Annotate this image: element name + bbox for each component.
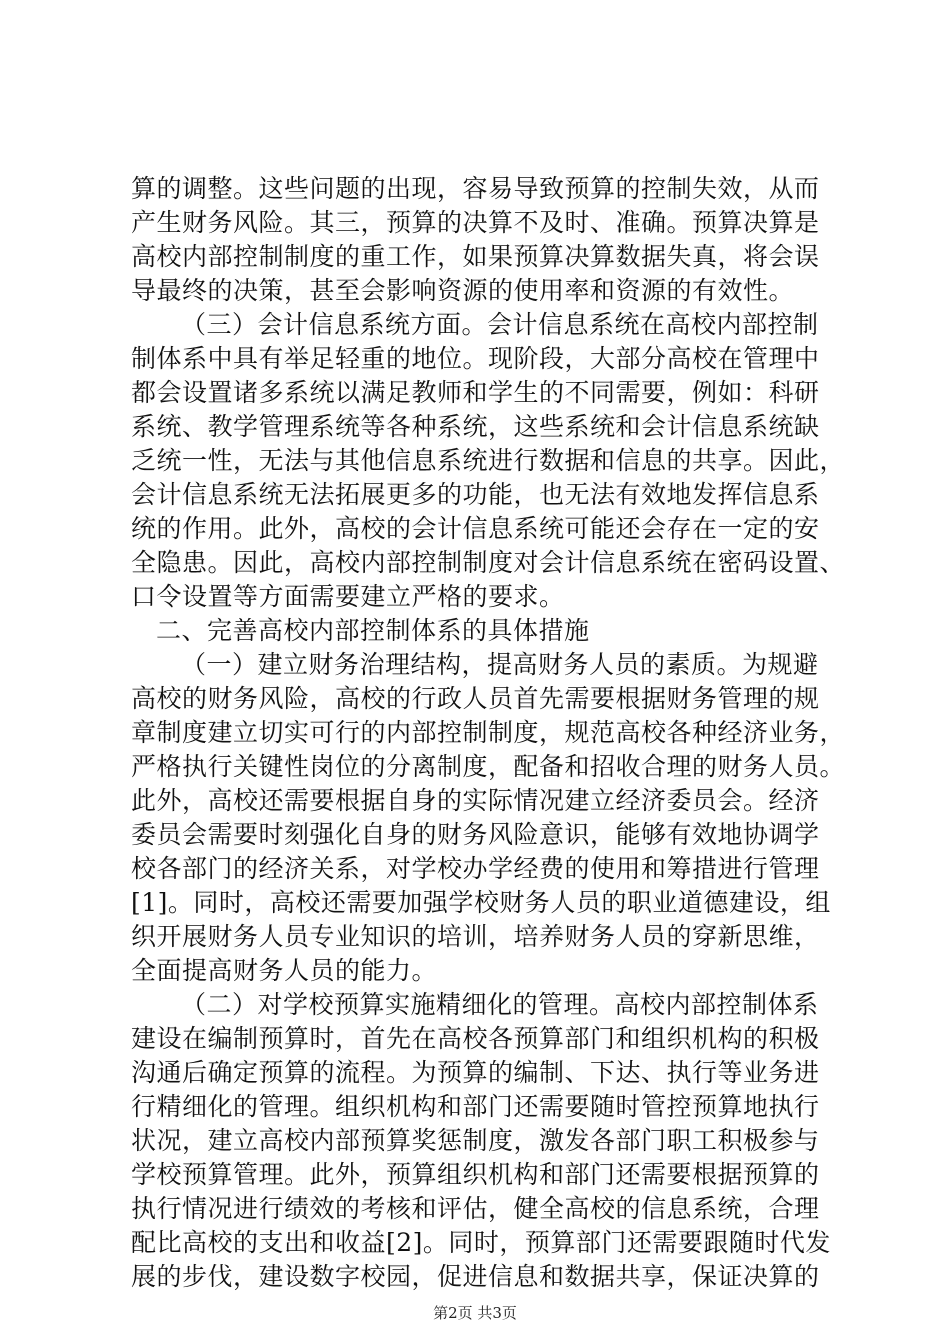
text-line: 建设在编制预算时，首先在高校各预算部门和组织机构的积极 (131, 1024, 820, 1053)
text-line: 会计信息系统无法拓展更多的功能，也无法有效地发挥信息系 (131, 480, 820, 509)
text-line: 此外，高校还需要根据自身的实际情况建立经济委员会。经济 (131, 786, 820, 815)
text-line: 都会设置诸多系统以满足教师和学生的不同需要，例如：科研 (131, 378, 820, 407)
text-line: 校各部门的经济关系，对学校办学经费的使用和筹措进行管理 (131, 854, 820, 883)
text-line: 状况，建立高校内部预算奖惩制度，激发各部门职工积极参与 (131, 1126, 820, 1155)
text-line: 乏统一性，无法与其他信息系统进行数据和信息的共享。因此， (131, 446, 846, 475)
text-line: 导最终的决策，甚至会影响资源的使用率和资源的有效性。 (131, 276, 795, 305)
text-line: 委员会需要时刻强化自身的财务风险意识，能够有效地协调学 (131, 820, 820, 849)
text-line: 口令设置等方面需要建立严格的要求。 (131, 582, 565, 611)
text-line: （二）对学校预算实施精细化的管理。高校内部控制体系 (181, 990, 819, 1019)
text-line: 严格执行关键性岗位的分离制度，配备和招收合理的财务人员。 (131, 752, 846, 781)
text-line: 高校内部控制制度的重工作，如果预算决算数据失真，将会误 (131, 242, 820, 271)
text-line: 行精细化的管理。组织机构和部门还需要随时管控预算地执行 (131, 1092, 820, 1121)
page-number-footer: 第2页 共3页 (433, 1304, 517, 1322)
text-line: 高校的财务风险，高校的行政人员首先需要根据财务管理的规 (131, 684, 820, 713)
text-line: （三）会计信息系统方面。会计信息系统在高校内部控制 (181, 310, 819, 339)
text-line: 全隐患。因此，高校内部控制制度对会计信息系统在密码设置、 (131, 548, 846, 577)
text-line: [1]。同时，高校还需要加强学校财务人员的职业道德建设，组 (131, 888, 831, 917)
text-line: 执行情况进行绩效的考核和评估，健全高校的信息系统，合理 (131, 1194, 820, 1223)
text-line: 展的步伐，建设数字校园，促进信息和数据共享，保证决算的 (131, 1262, 820, 1291)
body-text (131, 172, 846, 1294)
text-line: 织开展财务人员专业知识的培训，培养财务人员的穿新思维， (131, 922, 820, 951)
text-line: 制体系中具有举足轻重的地位。现阶段，大部分高校在管理中 (131, 344, 820, 373)
text-line: （一）建立财务治理结构，提高财务人员的素质。为规避 (181, 650, 819, 679)
text-line: 系统、教学管理系统等各种系统，这些系统和会计信息系统缺 (131, 412, 820, 441)
text-line: 全面提高财务人员的能力。 (131, 956, 438, 985)
text-line: 统的作用。此外，高校的会计信息系统可能还会存在一定的安 (131, 514, 820, 543)
text-line: 配比高校的支出和收益[2]。同时，预算部门还需要跟随时代发 (131, 1228, 831, 1257)
text-line: 学校预算管理。此外，预算组织机构和部门还需要根据预算的 (131, 1160, 820, 1189)
text-line: 沟通后确定预算的流程。为预算的编制、下达、执行等业务进 (131, 1058, 820, 1087)
text-line: 产生财务风险。其三，预算的决算不及时、准确。预算决算是 (131, 208, 820, 237)
text-line: 算的调整。这些问题的出现，容易导致预算的控制失效，从而 (131, 174, 820, 203)
text-line: 章制度建立切实可行的内部控制制度，规范高校各种经济业务， (131, 718, 846, 747)
section-heading: 二、完善高校内部控制体系的具体措施 (156, 616, 590, 645)
